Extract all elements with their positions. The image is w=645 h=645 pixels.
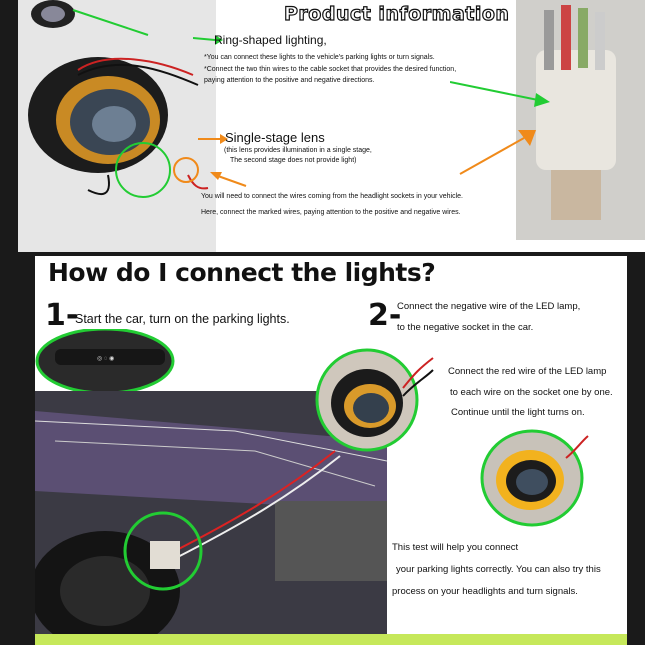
warning-banner bbox=[35, 634, 627, 645]
red-wire-line-1: Connect the red wire of the LED lamp bbox=[448, 366, 607, 377]
test-line-1: This test will help you connect bbox=[392, 542, 519, 553]
wire-line-1: You will need to connect the wires coming from the headlight sockets in your vehicle. bbox=[201, 193, 463, 200]
lamp-off-closeup bbox=[315, 348, 435, 458]
ring-line-3: paying attention to the positive and negative directions. bbox=[204, 77, 375, 84]
product-info-panel bbox=[18, 0, 645, 252]
arrow-orange-icon bbox=[458, 128, 538, 176]
svg-text:◎ ◌ ◉: ◎ ◌ ◉ bbox=[97, 356, 115, 362]
test-line-2: your parking lights correctly. You can also try this bbox=[396, 564, 601, 575]
step-2-line-2: to the negative socket in the car. bbox=[397, 322, 534, 333]
step-2-line-1: Connect the negative wire of the LED lamp, bbox=[397, 301, 581, 312]
ring-heading: Ring-shaped lighting, bbox=[214, 33, 327, 47]
test-line-3: process on your headlights and turn signals. bbox=[392, 586, 578, 597]
step-2-number: 2- bbox=[368, 298, 402, 333]
wire-line-2: Here, connect the marked wires, paying attention to the positive and negative wires. bbox=[201, 209, 461, 216]
lamp-photo bbox=[18, 0, 216, 252]
lens-heading: Single-stage lens bbox=[225, 130, 325, 145]
lens-line-1: (this lens provides illumination in a single stage, bbox=[224, 147, 372, 154]
connect-title: How do I connect the lights? bbox=[48, 258, 436, 287]
ring-line-1: *You can connect these lights to the vehicle's parking lights or turn signals. bbox=[204, 54, 435, 61]
step-1-number: 1- bbox=[45, 298, 79, 333]
red-wire-line-2: to each wire on the socket one by one. bbox=[450, 387, 613, 398]
arrow-orange-icon bbox=[208, 170, 248, 192]
step-1-text: Start the car, turn on the parking lights. bbox=[75, 312, 290, 326]
lamp-illustration bbox=[18, 0, 216, 252]
switch-closeup bbox=[35, 329, 180, 397]
lens-line-2: The second stage does not provide light) bbox=[230, 157, 357, 164]
red-wire-line-3: Continue until the light turns on. bbox=[451, 407, 585, 418]
connection-guide-panel bbox=[35, 256, 627, 645]
lamp-on-closeup bbox=[480, 428, 592, 528]
product-info-title: Product information bbox=[284, 3, 510, 25]
arrow-green-icon bbox=[450, 80, 550, 110]
connector-illustration bbox=[516, 0, 645, 240]
connector-photo bbox=[516, 0, 645, 240]
ring-line-2: *Connect the two thin wires to the cable socket that provides the desired function, bbox=[204, 66, 457, 73]
